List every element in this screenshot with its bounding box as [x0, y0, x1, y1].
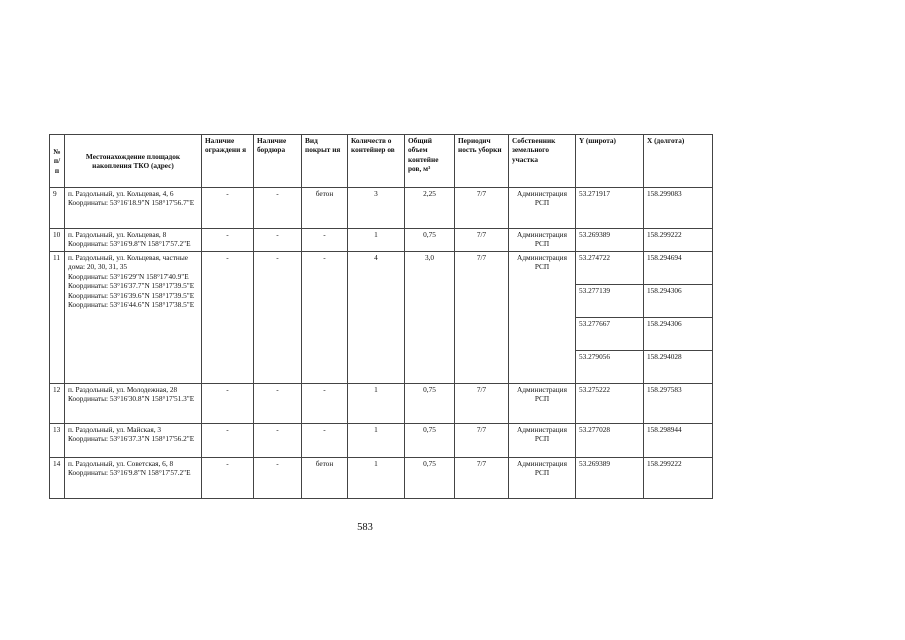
period-cell: 7/7 — [455, 458, 509, 499]
row-number: 14 — [50, 458, 65, 499]
row-number: 10 — [50, 229, 65, 252]
lat-cell: 53.269389 — [576, 458, 644, 499]
table-row — [50, 188, 713, 229]
volume-cell: 0,75 — [405, 458, 455, 499]
owner-cell: Администрация РСП — [509, 188, 576, 229]
lon-cell: 158.299222 — [644, 458, 713, 499]
row-address — [65, 229, 202, 252]
coordinates-line: Координаты: 53°16'37.3"N 158°17'56.2"E — [68, 434, 195, 444]
header-row — [50, 135, 713, 188]
fence-cell: - — [202, 458, 254, 499]
header-count: Количеств о контейнер ов — [348, 135, 405, 188]
lon-cell: 158.294306 — [644, 285, 713, 318]
count-cell: 1 — [348, 229, 405, 252]
row-number: 13 — [50, 424, 65, 458]
header-volume: Общий объем контейне ров, м³ — [405, 135, 455, 188]
address-line: п. Раздольный, ул. Кольцевая, 8 — [68, 230, 167, 239]
border-cell: - — [254, 252, 302, 384]
period-cell: 7/7 — [455, 424, 509, 458]
owner-cell: Администрация РСП — [509, 458, 576, 499]
header-location: Местонахождение площадок накопления ТКО (адрес) — [65, 135, 202, 188]
coordinates-line: Координаты: 53°16'9.8"N 158°17'57.2"E — [68, 239, 191, 249]
lon-cell: 158.294694 — [644, 252, 713, 285]
table-row — [50, 384, 713, 424]
count-cell: 1 — [348, 424, 405, 458]
header-border: Наличие бордюра — [254, 135, 302, 188]
lon-cell: 158.298944 — [644, 424, 713, 458]
volume-cell: 2,25 — [405, 188, 455, 229]
surface-cell: бетон — [302, 458, 348, 499]
count-cell: 1 — [348, 384, 405, 424]
row-address — [65, 188, 202, 229]
page-number: 583 — [357, 522, 373, 533]
row-address — [65, 384, 202, 424]
lon-cell: 158.297583 — [644, 384, 713, 424]
coordinates-line: Координаты: 53°16'29"N 158°17'40.9"E — [68, 271, 189, 281]
count-cell: 4 — [348, 252, 405, 384]
volume-cell: 3,0 — [405, 252, 455, 384]
row-number: 12 — [50, 384, 65, 424]
lat-cell: 53.279056 — [576, 351, 644, 384]
fence-cell: - — [202, 229, 254, 252]
period-cell: 7/7 — [455, 229, 509, 252]
lon-cell: 158.294306 — [644, 318, 713, 351]
lat-cell: 53.269389 — [576, 229, 644, 252]
count-cell: 3 — [348, 188, 405, 229]
row-address — [65, 252, 202, 384]
address-line: п. Раздольный, ул. Молодежная, 28 — [68, 385, 178, 394]
owner-cell: Администрация РСП — [509, 252, 576, 384]
fence-cell: - — [202, 188, 254, 229]
period-cell: 7/7 — [455, 188, 509, 229]
lat-cell: 53.274722 — [576, 252, 644, 285]
table-row — [50, 458, 713, 499]
row-number: 11 — [50, 252, 65, 384]
fence-cell: - — [202, 384, 254, 424]
owner-cell: Администрация РСП — [509, 229, 576, 252]
lon-cell: 158.294028 — [644, 351, 713, 384]
table-row — [50, 252, 713, 285]
volume-cell: 0,75 — [405, 424, 455, 458]
count-cell: 1 — [348, 458, 405, 499]
lat-cell: 53.277028 — [576, 424, 644, 458]
coordinates-line: Координаты: 53°16'9.8"N 158°17'57.2"E — [68, 468, 191, 478]
header-lon: X (долгота) — [644, 135, 713, 188]
tko-sites-table — [49, 134, 713, 499]
volume-cell: 0,75 — [405, 229, 455, 252]
coordinates-line: Координаты: 53°16'18.9"N 158°17'56.7"E — [68, 198, 195, 208]
coordinates-line: Координаты: 53°16'37.7"N 158°17'39.5"E — [68, 281, 195, 291]
border-cell: - — [254, 458, 302, 499]
row-address — [65, 458, 202, 499]
owner-cell: Администрация РСП — [509, 424, 576, 458]
fence-cell: - — [202, 424, 254, 458]
volume-cell: 0,75 — [405, 384, 455, 424]
surface-cell: - — [302, 229, 348, 252]
lat-cell: 53.271917 — [576, 188, 644, 229]
address-line: п. Раздольный, ул. Советская, 6, 8 — [68, 459, 174, 468]
lon-cell: 158.299222 — [644, 229, 713, 252]
border-cell: - — [254, 229, 302, 252]
table-row — [50, 424, 713, 458]
period-cell: 7/7 — [455, 384, 509, 424]
address-line: п. Раздольный, ул. Кольцевая, частные дома: 20, 30, 31, 35 — [68, 253, 188, 272]
fence-cell: - — [202, 252, 254, 384]
lat-cell: 53.277667 — [576, 318, 644, 351]
row-address — [65, 424, 202, 458]
coordinates-line: Координаты: 53°16'44.6"N 158°17'38.5"E — [68, 300, 195, 310]
surface-cell: - — [302, 384, 348, 424]
lat-cell: 53.277139 — [576, 285, 644, 318]
coordinates-line: Координаты: 53°16'30.8"N 158°17'51.3"E — [68, 394, 195, 404]
address-line: п. Раздольный, ул. Кольцевая, 4, 6 — [68, 189, 174, 198]
border-cell: - — [254, 188, 302, 229]
lat-cell: 53.275222 — [576, 384, 644, 424]
header-period: Периодич ность уборки — [455, 135, 509, 188]
surface-cell: бетон — [302, 188, 348, 229]
surface-cell: - — [302, 252, 348, 384]
table-row — [50, 229, 713, 252]
address-line: п. Раздольный, ул. Майская, 3 — [68, 425, 162, 434]
lon-cell: 158.299083 — [644, 188, 713, 229]
header-lat: Y (широта) — [576, 135, 644, 188]
header-owner: Собственник земельного участка — [509, 135, 576, 188]
period-cell: 7/7 — [455, 252, 509, 384]
row-number: 9 — [50, 188, 65, 229]
surface-cell: - — [302, 424, 348, 458]
border-cell: - — [254, 424, 302, 458]
coordinates-line: Координаты: 53°16'39.6"N 158°17'39.5"E — [68, 290, 195, 300]
header-fence: Наличие ограждени я — [202, 135, 254, 188]
border-cell: - — [254, 384, 302, 424]
header-surface: Вид покрыт ия — [302, 135, 348, 188]
owner-cell: Администрация РСП — [509, 384, 576, 424]
header-num: № п/п — [50, 135, 65, 188]
